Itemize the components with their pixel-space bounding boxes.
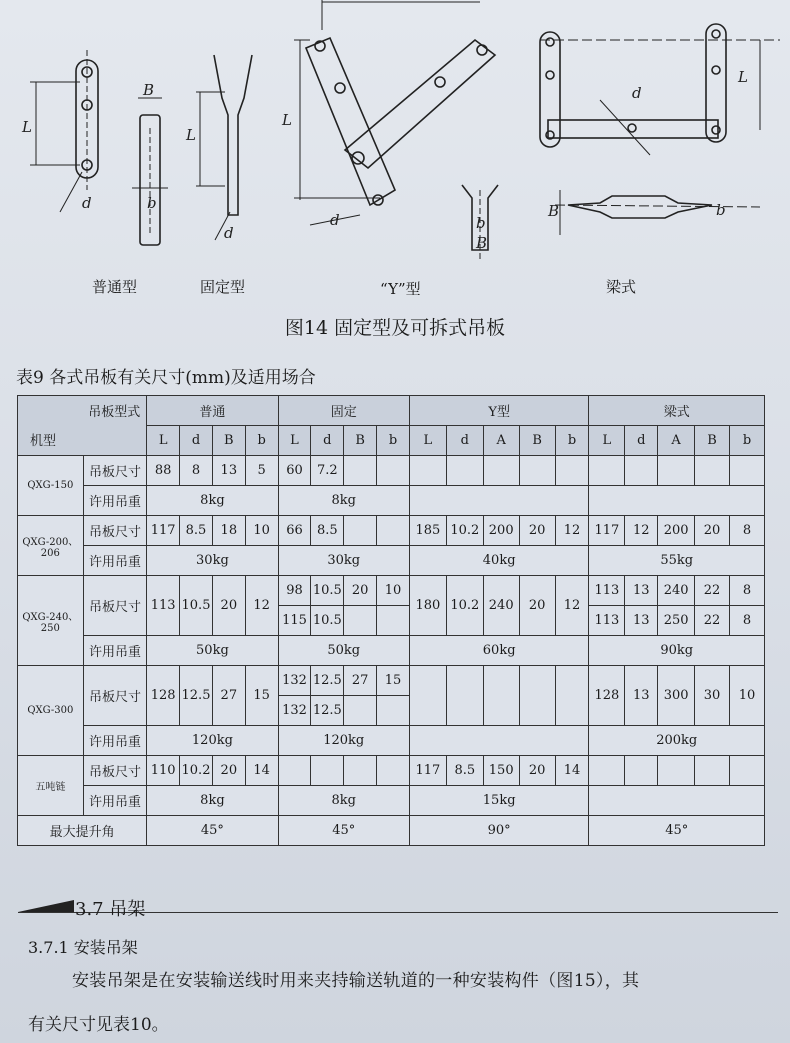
cell: 30kg (278, 546, 409, 576)
dim-mark-b-beam: B (548, 202, 560, 220)
group-header-fixed: 固定 (278, 396, 409, 426)
cell: 128 (147, 666, 180, 726)
fixed-hanger-front-drawing (196, 55, 252, 240)
empty-cell (344, 516, 377, 546)
section-title: 3.7 吊架 (75, 899, 146, 920)
cell: 150 (483, 756, 519, 786)
empty-cell (729, 456, 764, 486)
empty-cell (625, 456, 658, 486)
cell: 10.5 (311, 606, 344, 636)
dim-mark-d: d (82, 194, 92, 212)
body-paragraph-line-1: 安装吊架是在安装输送线时用来夹持输送轨道的一种安装构件（图15），其 (72, 971, 640, 991)
cell: 13 (625, 576, 658, 606)
cell: 10.2 (446, 576, 483, 636)
hanger-spec-table (17, 395, 765, 846)
table-row-5t-size (18, 756, 765, 786)
dim-mark-bs-beam: b (716, 201, 726, 219)
dim-mark-d-fixed: d (224, 224, 234, 242)
cell: 12 (555, 516, 589, 546)
cell: 45° (278, 816, 409, 846)
cell: 115 (278, 606, 311, 636)
dim-mark-l-y: L (282, 111, 292, 129)
cell: 20 (344, 576, 377, 606)
fixed-hanger-side-drawing (132, 98, 168, 245)
cell: 12.5 (180, 666, 213, 726)
corner-bottom-label: 机型 (30, 434, 57, 449)
cell: 8.5 (446, 756, 483, 786)
dim-mark-l: L (22, 118, 32, 136)
empty-cell (658, 756, 695, 786)
group-header-y: Y型 (409, 396, 589, 426)
empty-cell (377, 696, 410, 726)
subsection-title: 3.7.1 安装吊架 (28, 938, 138, 957)
empty-cell (446, 456, 483, 486)
label-ordinary-type: 普通型 (92, 278, 138, 296)
cell: 14 (245, 756, 278, 786)
empty-cell (519, 666, 555, 726)
sub-header: B (344, 426, 377, 456)
empty-cell (483, 456, 519, 486)
cell: 10.2 (446, 516, 483, 546)
corner-header-cell (18, 396, 147, 456)
cell: 128 (589, 666, 625, 726)
cell: 18 (212, 516, 245, 546)
empty-cell (446, 666, 483, 726)
empty-cell (555, 456, 589, 486)
empty-cell (409, 486, 589, 516)
empty-cell (729, 756, 764, 786)
cell: 27 (344, 666, 377, 696)
label-fixed-type: 固定型 (200, 278, 246, 296)
cell: 13 (625, 666, 658, 726)
empty-cell (377, 756, 410, 786)
cell: 66 (278, 516, 311, 546)
dim-mark-l-fixed: L (186, 126, 196, 144)
cell: 12 (555, 576, 589, 636)
figure-caption: 图14 固定型及可拆式吊板 (284, 317, 506, 339)
row-kind-load: 许用吊重 (83, 726, 147, 756)
sub-header: b (245, 426, 278, 456)
row-kind-size: 吊板尺寸 (83, 666, 147, 726)
sub-header: d (180, 426, 213, 456)
empty-cell (409, 456, 446, 486)
cell: 117 (409, 756, 446, 786)
sub-header: L (589, 426, 625, 456)
empty-cell (344, 606, 377, 636)
cell: 22 (695, 606, 730, 636)
cell: 8kg (278, 786, 409, 816)
empty-cell (377, 456, 410, 486)
sub-header: d (311, 426, 344, 456)
dim-mark-b-y: b (476, 214, 486, 232)
cell: 13 (625, 606, 658, 636)
cell: 10.2 (180, 756, 213, 786)
empty-cell (377, 516, 410, 546)
cell: 132 (278, 696, 311, 726)
empty-cell (483, 666, 519, 726)
cell: 20 (212, 756, 245, 786)
figure-14-drawings (0, 0, 790, 305)
cell: 50kg (147, 636, 278, 666)
sub-header: A (483, 426, 519, 456)
cell: 240 (483, 576, 519, 636)
sub-header: d (446, 426, 483, 456)
cell: 12 (245, 576, 278, 636)
cell: 8 (729, 606, 764, 636)
cell: 300 (658, 666, 695, 726)
ordinary-hanger-drawing (30, 50, 98, 212)
cell: 185 (409, 516, 446, 546)
sub-header: B (212, 426, 245, 456)
table-row-5t-load (18, 786, 765, 816)
cell: 20 (519, 576, 555, 636)
cell: 113 (589, 606, 625, 636)
row-kind-size: 吊板尺寸 (83, 576, 147, 636)
cell: 132 (278, 666, 311, 696)
group-header-beam: 梁式 (589, 396, 765, 426)
table-row-qxg200-load (18, 546, 765, 576)
cell: 8kg (278, 486, 409, 516)
dim-mark-l-beam: L (738, 68, 748, 86)
sub-header: d (625, 426, 658, 456)
empty-cell (409, 666, 446, 726)
cell: 8kg (147, 486, 278, 516)
model-qxg-300: QXG-300 (18, 666, 84, 756)
table-row-qxg300-size-a (18, 666, 765, 696)
cell: 20 (519, 516, 555, 546)
cell: 10 (729, 666, 764, 726)
cell: 30 (695, 666, 730, 726)
empty-cell (377, 606, 410, 636)
empty-cell (409, 726, 589, 756)
cell: 27 (212, 666, 245, 726)
cell: 110 (147, 756, 180, 786)
row-kind-load: 许用吊重 (83, 636, 147, 666)
cell: 15 (245, 666, 278, 726)
cell: 200kg (589, 726, 765, 756)
cell: 12.5 (311, 666, 344, 696)
cell: 45° (147, 816, 278, 846)
dim-mark-d-y: d (330, 211, 340, 229)
row-kind-load: 许用吊重 (83, 486, 147, 516)
cell: 120kg (278, 726, 409, 756)
table-row-qxg240-load (18, 636, 765, 666)
table-row-max-angle (18, 816, 765, 846)
cell: 30kg (147, 546, 278, 576)
section-triangle-marker (18, 900, 74, 912)
cell: 10 (245, 516, 278, 546)
empty-cell (344, 456, 377, 486)
cell: 15 (377, 666, 410, 696)
corner-top-label: 吊板型式 (88, 405, 141, 420)
cell: 117 (589, 516, 625, 546)
cell: 12.5 (311, 696, 344, 726)
cell: 98 (278, 576, 311, 606)
table-caption: 表9 各式吊板有关尺寸(mm)及适用场合 (16, 368, 316, 388)
cell: 60kg (409, 636, 589, 666)
header-row-groups (18, 396, 765, 426)
dim-mark-b-lower: b (147, 194, 157, 212)
table-row-qxg150-size (18, 456, 765, 486)
table-row-qxg300-load (18, 726, 765, 756)
row-kind-load: 许用吊重 (83, 786, 147, 816)
cell: 8.5 (180, 516, 213, 546)
cell: 12 (625, 516, 658, 546)
cell: 120kg (147, 726, 278, 756)
cell: 22 (695, 576, 730, 606)
empty-cell (519, 456, 555, 486)
sub-header: b (377, 426, 410, 456)
empty-cell (311, 756, 344, 786)
dim-mark-bb-y: B (476, 234, 488, 252)
row-kind-size: 吊板尺寸 (83, 456, 147, 486)
cell: 10.5 (180, 576, 213, 636)
sub-header: B (519, 426, 555, 456)
beam-hanger-drawing (540, 24, 780, 235)
sub-header: B (695, 426, 730, 456)
cell: 180 (409, 576, 446, 636)
cell: 113 (147, 576, 180, 636)
cell: 45° (589, 816, 765, 846)
cell: 60 (278, 456, 311, 486)
row-kind-load: 许用吊重 (83, 546, 147, 576)
empty-cell (589, 456, 625, 486)
body-paragraph-line-2: 有关尺寸见表10。 (28, 1015, 169, 1035)
model-qxg-240: QXG-240、250 (18, 576, 84, 666)
empty-cell (695, 756, 730, 786)
cell: 240 (658, 576, 695, 606)
cell: 8kg (147, 786, 278, 816)
cell: 8 (729, 576, 764, 606)
group-header-general: 普通 (147, 396, 278, 426)
cell: 5 (245, 456, 278, 486)
dim-mark-d-beam: d (632, 84, 642, 102)
table-row-qxg150-load (18, 486, 765, 516)
row-kind-size: 吊板尺寸 (83, 516, 147, 546)
sub-header: L (409, 426, 446, 456)
dim-mark-b-upper: B (143, 81, 155, 99)
cell: 40kg (409, 546, 589, 576)
empty-cell (278, 756, 311, 786)
cell: 90kg (589, 636, 765, 666)
sub-header: b (729, 426, 764, 456)
model-qxg-150: QXG-150 (18, 456, 84, 516)
table-row-qxg200-size (18, 516, 765, 546)
model-five-ton-chain: 五吨链 (18, 756, 84, 816)
table-row-qxg240-size-a (18, 576, 765, 606)
cell: 90° (409, 816, 589, 846)
cell: 20 (519, 756, 555, 786)
sub-header: b (555, 426, 589, 456)
empty-cell (695, 456, 730, 486)
cell: 8 (729, 516, 764, 546)
empty-cell (589, 786, 765, 816)
cell: 14 (555, 756, 589, 786)
empty-cell (344, 696, 377, 726)
cell: 7.2 (311, 456, 344, 486)
cell: 250 (658, 606, 695, 636)
row-kind-size: 吊板尺寸 (83, 756, 147, 786)
cell: 117 (147, 516, 180, 546)
label-beam-type: 梁式 (606, 278, 637, 296)
cell: 20 (695, 516, 730, 546)
label-y-type: “Y”型 (380, 280, 421, 298)
empty-cell (555, 666, 589, 726)
cell: 50kg (278, 636, 409, 666)
empty-cell (625, 756, 658, 786)
model-qxg-200: QXG-200、206 (18, 516, 84, 576)
empty-cell (344, 756, 377, 786)
cell: 8 (180, 456, 213, 486)
cell: 113 (589, 576, 625, 606)
cell: 55kg (589, 546, 765, 576)
empty-cell (589, 486, 765, 516)
cell: 200 (483, 516, 519, 546)
max-angle-label: 最大提升角 (18, 816, 147, 846)
empty-cell (589, 756, 625, 786)
cell: 15kg (409, 786, 589, 816)
cell: 10.5 (311, 576, 344, 606)
cell: 10 (377, 576, 410, 606)
empty-cell (658, 456, 695, 486)
cell: 8.5 (311, 516, 344, 546)
y-hanger-drawing (294, 0, 498, 262)
cell: 88 (147, 456, 180, 486)
cell: 200 (658, 516, 695, 546)
sub-header: L (147, 426, 180, 456)
cell: 20 (212, 576, 245, 636)
sub-header: A (658, 426, 695, 456)
sub-header: L (278, 426, 311, 456)
cell: 13 (212, 456, 245, 486)
